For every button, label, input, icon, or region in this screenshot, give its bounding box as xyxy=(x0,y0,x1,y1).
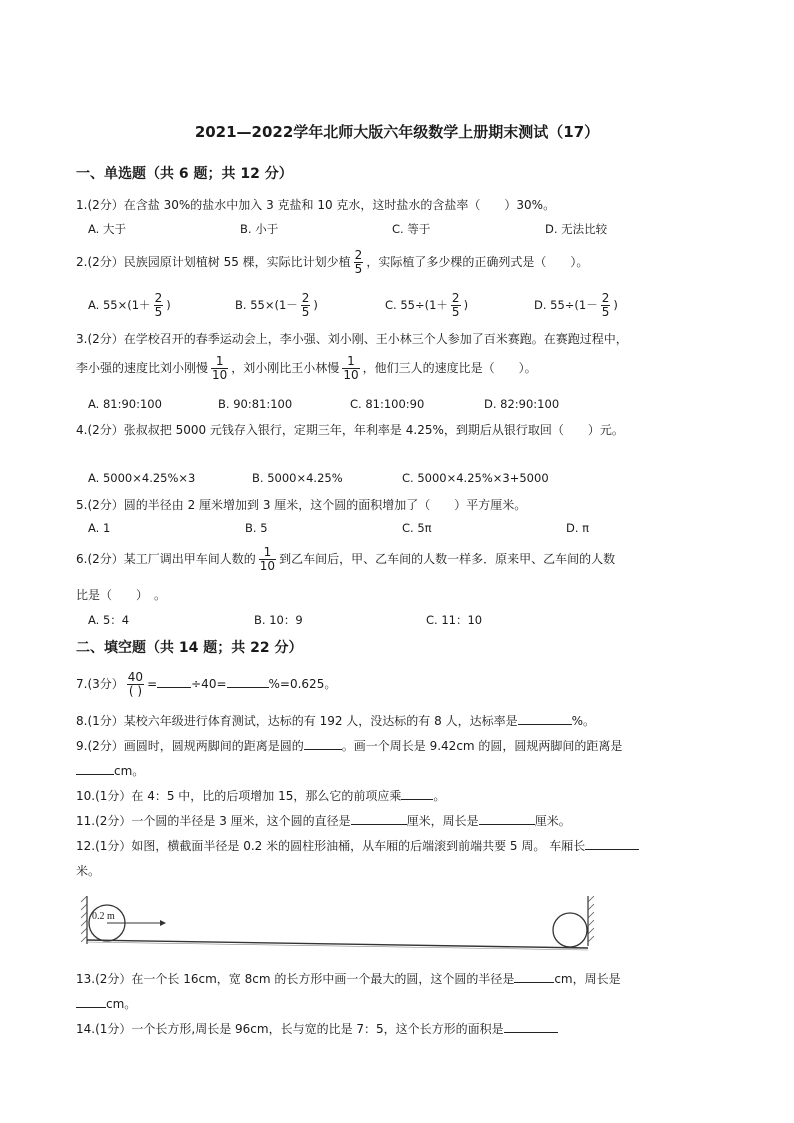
question-2 xyxy=(76,249,588,276)
q2-fraction xyxy=(354,249,364,276)
q4-option-a: A. 5000×4.25%×3 xyxy=(88,471,196,485)
question-9-line-2: cm。 xyxy=(76,762,144,779)
q4-option-c: C. 5000×4.25%×3+5000 xyxy=(402,471,549,485)
fraction-numerator: 2 xyxy=(354,248,363,262)
truck-bed-floor xyxy=(87,940,588,948)
question-4: 4.(2分）张叔叔把 5000 元钱存入银行，定期三年，年利率是 4.25%，到期后从银行取回（ ）元。 xyxy=(76,423,624,437)
radius-label: 0.2 m xyxy=(92,911,115,922)
answer-blank[interactable] xyxy=(479,812,535,825)
question-14: 14.(1分）一个长方形,周长是 96cm，长与宽的比是 7：5，这个长方形的面积是 xyxy=(76,1020,558,1037)
question-10: 10.(1分）在 4：5 中，比的后项增加 15，那么它的前项应乘 。 xyxy=(76,789,446,803)
q6-option-a: A. 5：4 xyxy=(88,613,130,627)
q1-option-a: A. 大于 xyxy=(88,222,126,236)
q6-fraction: $\frac{1}{10}$ xyxy=(259,545,276,573)
rolling-barrel-figure xyxy=(80,890,600,956)
answer-blank[interactable] xyxy=(227,675,269,688)
q2-option-a: A. 55×(1＋ $\frac{2}{5}$ ) xyxy=(88,291,171,319)
q1-option-c: C. 等于 xyxy=(392,222,431,236)
answer-blank[interactable] xyxy=(351,812,407,825)
q2-option-b: B. 55×(1－ $\frac{2}{5}$ ) xyxy=(235,291,318,319)
q1-option-d: D. 无法比较 xyxy=(545,222,608,236)
q4-option-b: B. 5000×4.25% xyxy=(252,471,343,485)
q6-option-b: B. 10：9 xyxy=(254,613,303,627)
answer-blank[interactable] xyxy=(304,737,342,750)
question-9-line-1: 9.(2分）画圆时，圆规两脚间的距离是圆的 。画一个周长是 9.42cm 的圆，圆规两脚间的距离是 xyxy=(76,739,623,753)
answer-blank[interactable] xyxy=(585,837,639,850)
question-12-line-2: 米。 xyxy=(76,864,101,878)
answer-blank[interactable] xyxy=(76,995,106,1008)
q6-option-c: C. 11：10 xyxy=(426,613,483,627)
q3-fraction-1: $\frac{1}{10}$ xyxy=(212,354,228,382)
barrel-end-circle xyxy=(553,913,587,947)
section-heading-fill-in: 二、填空题（共 14 题；共 22 分） xyxy=(76,640,303,656)
q7-fraction: $\frac{40}{( )}$ xyxy=(127,670,144,698)
question-8: 8.(1分）某校六年级进行体育测试，达标的有 192 人，没达标的有 8 人，达标率是 %。 xyxy=(76,714,595,728)
question-7: 7.(3分） $\frac{40}{( )}$ = ÷40= %=0.625。 xyxy=(76,670,337,698)
question-6-line-1: 6.(2分）某工厂调出甲车间人数的 $\frac{1}{10}$ 到乙车间后，甲、乙车间的人数一样多．原来甲、乙车间的人数 xyxy=(76,545,616,573)
answer-blank[interactable] xyxy=(157,675,191,688)
page-title: 2021—2022学年北师大版六年级数学上册期末测试（17） xyxy=(194,123,600,141)
question-5: 5.(2分）圆的半径由 2 厘米增加到 3 厘米，这个圆的面积增加了（ ）平方厘米。 xyxy=(76,498,527,512)
question-13-line-2: cm。 xyxy=(76,995,136,1012)
answer-blank[interactable] xyxy=(76,762,114,775)
fraction-denominator: 5 xyxy=(354,262,363,276)
question-6-line-2: 比是（ ） 。 xyxy=(76,588,167,602)
q5-option-a: A. 1 xyxy=(88,521,111,535)
q1-option-b: B. 小于 xyxy=(240,222,279,236)
q3-fraction-2: $\frac{1}{10}$ xyxy=(343,354,359,382)
question-3-line-1: 3.(2分）在学校召开的春季运动会上，李小强、刘小刚、王小林三个人参加了百米赛跑。在赛跑过程中， xyxy=(76,332,628,346)
answer-blank[interactable] xyxy=(504,1020,558,1033)
section-heading-single-choice: 一、单选题（共 6 题；共 12 分） xyxy=(76,166,293,182)
q3-option-d: D. 82:90:100 xyxy=(484,397,560,411)
q5-option-b: B. 5 xyxy=(245,521,268,535)
answer-blank[interactable] xyxy=(514,970,554,983)
q5-option-d: D. π xyxy=(566,521,590,535)
question-13-line-1: 13.(2分）在一个长 16cm，宽 8cm 的长方形中画一个最大的圆，这个圆的半径是 cm，周长是 xyxy=(76,972,621,986)
answer-blank[interactable] xyxy=(401,787,433,800)
q3-option-a: A. 81:90:100 xyxy=(88,397,162,411)
q2-option-c: C. 55÷(1＋ $\frac{2}{5}$ ) xyxy=(385,291,469,319)
q5-option-c: C. 5π xyxy=(402,521,432,535)
q3-option-b: B. 90:81:100 xyxy=(218,397,293,411)
question-3-line-2: 李小强的速度比刘小刚慢 $\frac{1}{10}$ ，刘小刚比王小林慢 $\frac{1}{10}$ ，他们三人的速度比是（ ）。 xyxy=(76,354,537,382)
q2-text-pre: 2.(2分）民族园原计划植树 55 棵，实际比计划少植 xyxy=(76,255,351,269)
question-1: 1.(2分）在含盐 30%的盐水中加入 3 克盐和 10 克水，这时盐水的含盐率（ ）30%。 xyxy=(76,198,556,212)
q3-option-c: C. 81:100:90 xyxy=(350,397,425,411)
answer-blank[interactable] xyxy=(518,712,572,725)
question-12-line-1: 12.(1分）如图，横截面半径是 0.2 米的圆柱形油桶，从车厢的后端滚到前端共要 5 周。 车厢长 xyxy=(76,837,639,854)
q2-option-d: D. 55÷(1－ $\frac{2}{5}$ ) xyxy=(534,291,618,319)
q2-text-post: ，实际植了多少棵的正确列式是（ ）。 xyxy=(366,255,589,269)
question-11: 11.(2分）一个圆的半径是 3 厘米，这个圆的直径是 厘米，周长是 厘米。 xyxy=(76,814,571,828)
